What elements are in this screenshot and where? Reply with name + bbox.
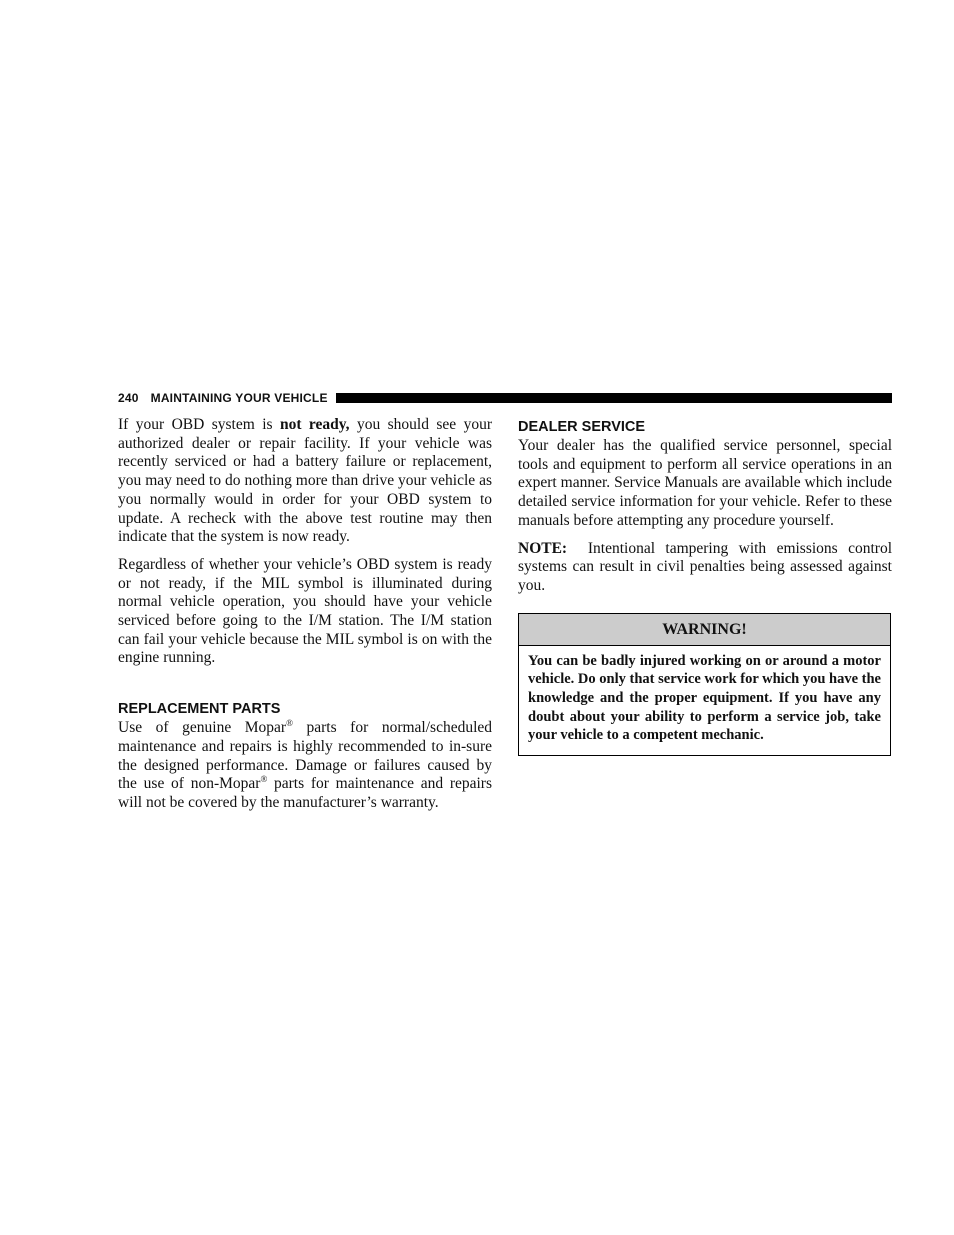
warning-title: WARNING! [519, 614, 890, 646]
right-column [518, 416, 896, 756]
left-column [118, 416, 492, 813]
page-number: 240 [118, 391, 139, 405]
not-ready-emphasis: not ready, [279, 416, 350, 433]
note-paragraph: NOTE: Intentional tampering with emissions control systems can result in civil penalties being assessed against you. [518, 539, 896, 594]
obd-not-ready-paragraph: If your OBD system is not ready, you should see your authorized dealer or repair facility. If your vehicle was recently serviced or had a battery failure or replacement, you may need to do nothing more than drive your vehicle as you normally would in order for your OBD system to update. A recheck with the above test routine may then indicate that the system is now ready. [118, 416, 492, 546]
dealer-service-heading: DEALER SERVICE [518, 419, 646, 435]
header-rule [336, 393, 892, 403]
registered-mark: ® [286, 717, 293, 728]
page-header [118, 390, 892, 406]
replacement-parts-heading: REPLACEMENT PARTS [118, 701, 281, 718]
note-label: NOTE: [518, 539, 568, 557]
dealer-service-paragraph: Your dealer has the qualified service personnel, special tools and equipment to perform all service operations in an expert manner. Service Manuals are available which include detailed service information for your vehicle. Refer to these manuals before attempting any procedure yourself. [518, 437, 892, 529]
section-title: MAINTAINING YOUR VEHICLE [150, 391, 328, 405]
warning-box [518, 613, 891, 757]
mil-symbol-paragraph: Regardless of whether your vehicle’s OBD system is ready or not ready, if the MIL symbol is illuminated during normal vehicle operation, you should have your vehicle serviced before going to the I/M station. The I/M station can fail your vehicle because the MIL symbol is on with the engine running. [118, 555, 492, 667]
warning-text: You can be badly injured working on or around a motor vehicle. Do only that service work for which you have the knowledge and the proper equipment. If you have any doubt about your ability to perform a service job, take your vehicle to a competent mechanic. [528, 652, 881, 744]
replacement-parts-paragraph: Use of genuine Mopar® parts for normal/scheduled maintenance and repairs is highly recommended to in-sure the designed performance. Damage or failures caused by the use of non-Mopar® parts for maintenance and repairs will not be covered by the manufacturer’s warranty. [118, 717, 493, 811]
registered-mark: ® [260, 774, 268, 785]
